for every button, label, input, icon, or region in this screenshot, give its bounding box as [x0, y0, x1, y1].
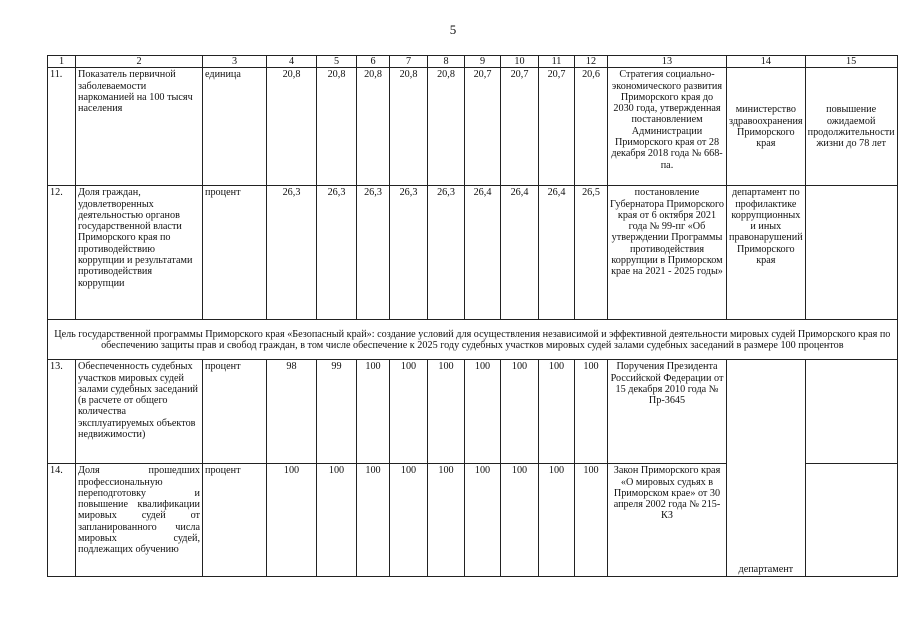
header-cell: 5	[317, 56, 357, 68]
row-number: 13.	[48, 360, 76, 464]
header-cell: 12	[575, 56, 608, 68]
value-cell: 100	[539, 464, 575, 577]
value-cell: 26,3	[428, 186, 465, 320]
value-cell: 100	[267, 464, 317, 577]
table-row	[48, 464, 898, 577]
indicator-name: Показатель первичной заболеваемости наркоманией на 100 тысяч населения	[76, 68, 203, 186]
header-cell: 3	[203, 56, 267, 68]
value-cell: 20,7	[539, 68, 575, 186]
page-number: 5	[449, 22, 457, 37]
header-cell: 15	[805, 56, 897, 68]
header-cell: 9	[465, 56, 501, 68]
value-cell: 100	[501, 360, 539, 464]
header-cell: 4	[267, 56, 317, 68]
value-cell: 20,6	[575, 68, 608, 186]
value-cell: 100	[575, 464, 608, 577]
header-cell: 11	[539, 56, 575, 68]
value-cell: 20,8	[428, 68, 465, 186]
table-row	[48, 68, 898, 186]
value-cell: 20,8	[357, 68, 390, 186]
value-cell: 20,7	[501, 68, 539, 186]
indicators-table	[47, 55, 898, 577]
expected-effect	[805, 360, 897, 464]
indicator-name: Доля прошедших профессиональную переподготовку и повышение квалификации мировых судей от запланированного числа мировых судей, подлежащих обучению	[76, 464, 203, 577]
table-row	[48, 360, 898, 464]
value-cell: 26,5	[575, 186, 608, 320]
legal-basis: Поручения Президента Российской Федерации от 15 декабря 2010 года № Пр-3645	[608, 360, 727, 464]
program-goal: Цель государственной программы Приморского края «Безопасный край»: создание условий для осуществления независимой и эффективной деятельности мировых судей Приморского края по обеспечению защиты прав и свобод граждан, в том числе обеспечение к 2025 году судебных участков мировых судей залами судебных заседаний в размере 100 процентов	[48, 320, 898, 360]
value-cell: 26,4	[501, 186, 539, 320]
responsible-body	[727, 360, 806, 464]
legal-basis: Стратегия социально-экономического развития Приморского края до 2030 года, утвержденная постановлением Администрации Приморского края от 28 декабря 2018 года № 668-па.	[608, 68, 727, 186]
value-cell: 20,7	[465, 68, 501, 186]
unit-cell: процент	[203, 464, 267, 577]
value-cell: 20,8	[390, 68, 428, 186]
value-cell: 26,3	[317, 186, 357, 320]
header-cell: 7	[390, 56, 428, 68]
unit-cell: процент	[203, 186, 267, 320]
value-cell: 100	[390, 360, 428, 464]
value-cell: 26,3	[267, 186, 317, 320]
value-cell: 100	[317, 464, 357, 577]
header-cell: 1	[48, 56, 76, 68]
value-cell: 20,8	[267, 68, 317, 186]
header-cell: 8	[428, 56, 465, 68]
value-cell: 100	[539, 360, 575, 464]
header-cell: 10	[501, 56, 539, 68]
value-cell: 20,8	[317, 68, 357, 186]
value-cell: 26,4	[465, 186, 501, 320]
header-row	[48, 56, 898, 68]
value-cell: 100	[501, 464, 539, 577]
legal-basis: Закон Приморского края «О мировых судьях в Приморском крае» от 30 апреля 2002 года № 215-КЗ	[608, 464, 727, 577]
responsible-body: департамент	[727, 464, 806, 577]
legal-basis: постановление Губернатора Приморского края от 6 октября 2021 года № 99-пг «Об утверждении Программы противодействия коррупции в Приморском крае на 2021 - 2025 годы»	[608, 186, 727, 320]
value-cell: 100	[575, 360, 608, 464]
header-cell: 14	[727, 56, 806, 68]
value-cell: 100	[465, 360, 501, 464]
value-cell: 100	[357, 360, 390, 464]
table-row	[48, 186, 898, 320]
value-cell: 100	[428, 360, 465, 464]
responsible-body: департамент по профилактике коррупционных и иных правонарушений Приморского края	[727, 186, 806, 320]
value-cell: 100	[357, 464, 390, 577]
expected-effect	[805, 186, 897, 320]
value-cell: 100	[428, 464, 465, 577]
value-cell: 99	[317, 360, 357, 464]
value-cell: 26,3	[390, 186, 428, 320]
value-cell: 98	[267, 360, 317, 464]
value-cell: 26,4	[539, 186, 575, 320]
unit-cell: процент	[203, 360, 267, 464]
indicator-name: Обеспеченность судебных участков мировых судей залами судебных заседаний (в расчете от общего количества эксплуатируемых объектов недвижимости)	[76, 360, 203, 464]
expected-effect: повышение ожидаемой продолжительности жизни до 78 лет	[805, 68, 897, 186]
responsible-body: министерство здравоохранения Приморского края	[727, 68, 806, 186]
header-cell: 6	[357, 56, 390, 68]
row-number: 12.	[48, 186, 76, 320]
header-cell: 13	[608, 56, 727, 68]
goal-row	[48, 320, 898, 360]
indicator-name: Доля граждан, удовлетворенных деятельностью органов государственной власти Приморского края по противодействию коррупции и результатами противодействия коррупции	[76, 186, 203, 320]
header-cell: 2	[76, 56, 203, 68]
unit-cell: единица	[203, 68, 267, 186]
value-cell: 100	[390, 464, 428, 577]
row-number: 14.	[48, 464, 76, 577]
row-number: 11.	[48, 68, 76, 186]
value-cell: 26,3	[357, 186, 390, 320]
expected-effect	[805, 464, 897, 577]
value-cell: 100	[465, 464, 501, 577]
